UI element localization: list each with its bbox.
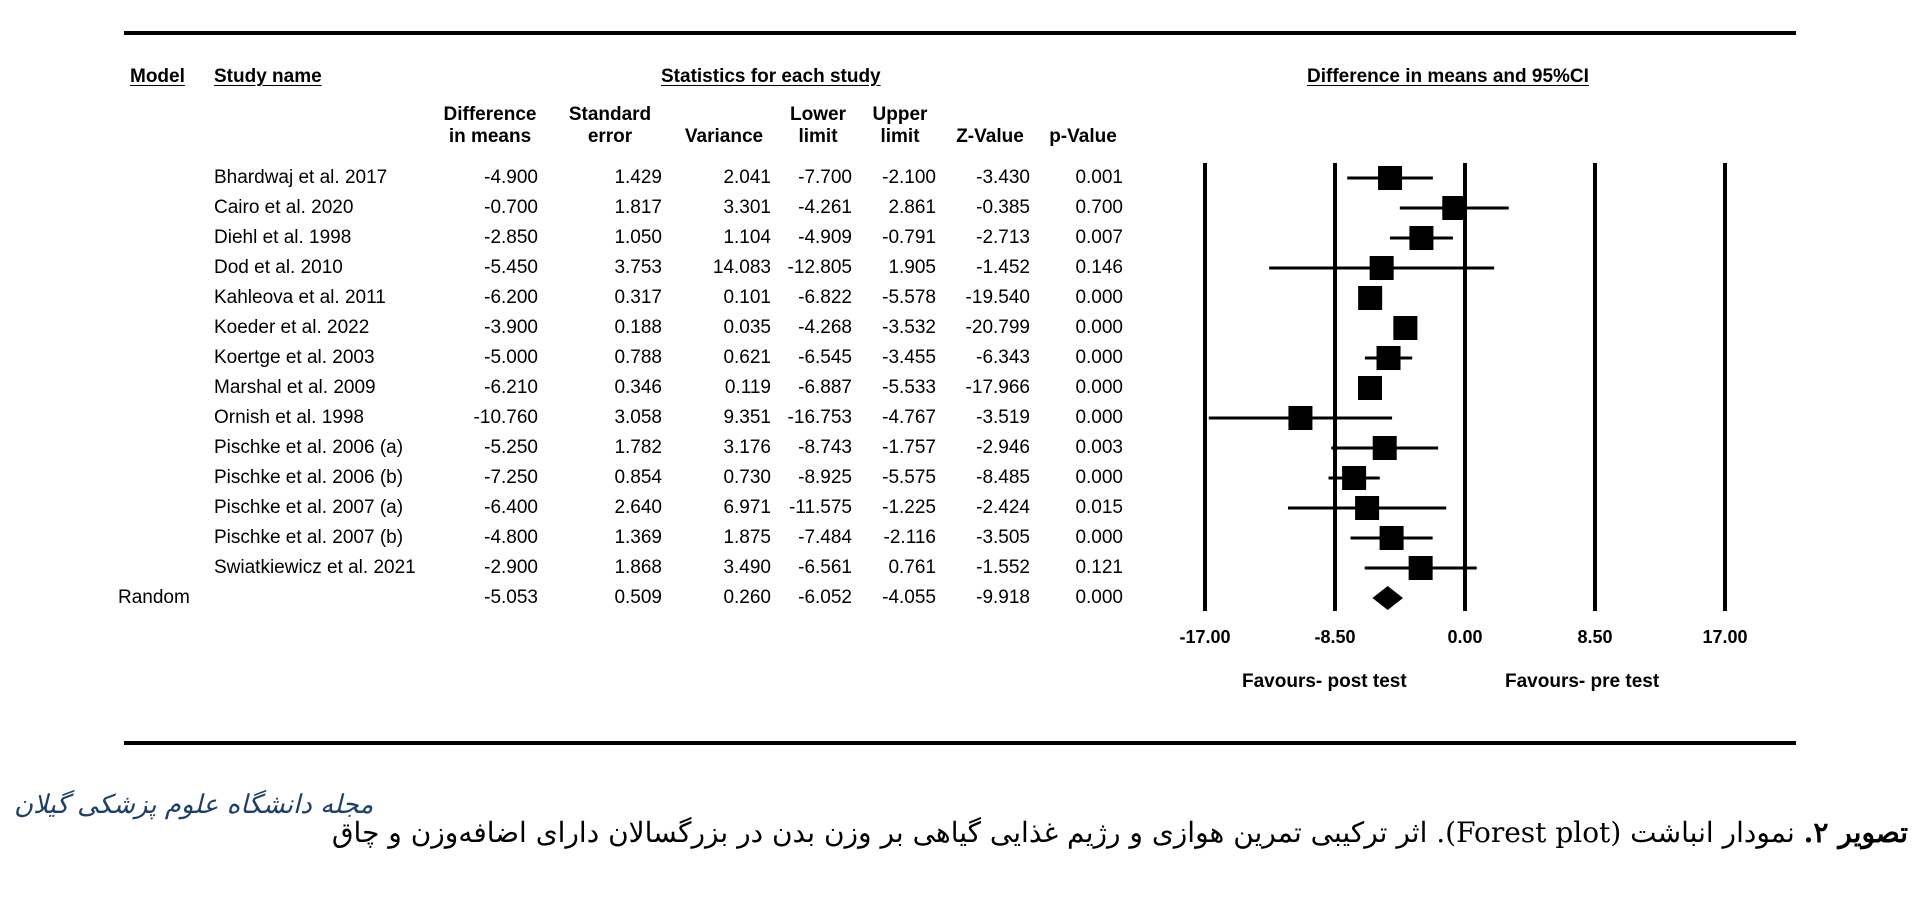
cell-se: 0.509 — [614, 587, 662, 608]
cell-lower: -4.261 — [798, 197, 852, 218]
effect-square — [1373, 436, 1397, 460]
cell-var: 3.301 — [723, 197, 771, 218]
cell-diff: -6.200 — [484, 287, 538, 308]
study-name: Koertge et al. 2003 — [214, 347, 375, 368]
cell-lower: -6.561 — [798, 557, 852, 578]
cell-var: 0.621 — [723, 347, 771, 368]
cell-se: 1.782 — [614, 437, 662, 458]
caption-label: تصویر ۲. — [1803, 816, 1908, 849]
cell-diff: -5.053 — [484, 587, 538, 608]
cell-var: 1.875 — [723, 527, 771, 548]
cell-se: 1.429 — [614, 167, 662, 188]
column-header-line1: Standard — [568, 104, 652, 125]
study-name-header: Study name — [214, 66, 322, 87]
cell-lower: -4.268 — [798, 317, 852, 338]
cell-lower: -16.753 — [787, 407, 852, 428]
cell-p: 0.000 — [1075, 317, 1123, 338]
cell-diff: -5.250 — [484, 437, 538, 458]
study-name: Swiatkiewicz et al. 2021 — [214, 557, 416, 578]
cell-upper: -3.455 — [882, 347, 936, 368]
cell-lower: -6.887 — [798, 377, 852, 398]
cell-se: 0.317 — [614, 287, 662, 308]
cell-z: -1.552 — [976, 557, 1030, 578]
cell-lower: -4.909 — [798, 227, 852, 248]
effect-square — [1442, 196, 1466, 220]
study-name: Ornish et al. 1998 — [214, 407, 364, 428]
cell-lower: -6.545 — [798, 347, 852, 368]
effect-square — [1342, 466, 1366, 490]
cell-var: 9.351 — [723, 407, 771, 428]
cell-se: 0.188 — [614, 317, 662, 338]
cell-upper: -2.100 — [882, 167, 936, 188]
cell-upper: 0.761 — [888, 557, 936, 578]
cell-upper: -5.578 — [882, 287, 936, 308]
cell-z: -9.918 — [976, 587, 1030, 608]
x-tick-label: -8.50 — [1314, 627, 1356, 647]
cell-upper: 2.861 — [888, 197, 936, 218]
bottom-rule — [124, 741, 1796, 745]
cell-var: 0.260 — [723, 587, 771, 608]
x-tick-label: 8.50 — [1577, 627, 1613, 647]
cell-diff: -2.850 — [484, 227, 538, 248]
study-name: Pischke et al. 2006 (b) — [214, 467, 404, 488]
cell-z: -1.452 — [976, 257, 1030, 278]
column-header-line2: in means — [448, 126, 532, 147]
cell-se: 2.640 — [614, 497, 662, 518]
statistics-header: Statistics for each study — [661, 66, 881, 87]
cell-z: -2.946 — [976, 437, 1030, 458]
cell-lower: -6.822 — [798, 287, 852, 308]
cell-diff: -4.900 — [484, 167, 538, 188]
column-header-line2: limit — [798, 126, 838, 147]
cell-z: -19.540 — [965, 287, 1030, 308]
cell-z: -2.424 — [976, 497, 1030, 518]
effect-square — [1358, 286, 1382, 310]
cell-z: -3.430 — [976, 167, 1030, 188]
cell-se: 1.369 — [614, 527, 662, 548]
favours-pre-label: Favours- pre test — [1505, 671, 1660, 692]
cell-upper: -4.055 — [882, 587, 936, 608]
effect-square — [1378, 166, 1402, 190]
cell-p: 0.000 — [1075, 377, 1123, 398]
cell-p: 0.015 — [1075, 497, 1123, 518]
effect-square — [1355, 496, 1379, 520]
study-name: Pischke et al. 2007 (b) — [214, 527, 404, 548]
cell-diff: -5.000 — [484, 347, 538, 368]
effect-square — [1377, 346, 1401, 370]
cell-lower: -7.484 — [798, 527, 852, 548]
cell-diff: -6.400 — [484, 497, 538, 518]
cell-var: 1.104 — [723, 227, 771, 248]
effect-square — [1409, 556, 1433, 580]
cell-diff: -3.900 — [484, 317, 538, 338]
cell-se: 3.058 — [614, 407, 662, 428]
cell-p: 0.146 — [1075, 257, 1123, 278]
figure-caption — [332, 816, 1908, 849]
cell-upper: -0.791 — [882, 227, 936, 248]
cell-se: 1.817 — [614, 197, 662, 218]
study-name: Dod et al. 2010 — [214, 257, 343, 278]
cell-z: -8.485 — [976, 467, 1030, 488]
x-tick-label: 0.00 — [1447, 627, 1483, 647]
effect-square — [1393, 316, 1417, 340]
column-header-line1: Upper — [872, 104, 928, 125]
cell-lower: -12.805 — [787, 257, 852, 278]
cell-var: 6.971 — [723, 497, 771, 518]
study-name: Marshal et al. 2009 — [214, 377, 376, 398]
cell-lower: -8.743 — [798, 437, 852, 458]
cell-p: 0.700 — [1075, 197, 1123, 218]
cell-p: 0.000 — [1075, 467, 1123, 488]
cell-lower: -8.925 — [798, 467, 852, 488]
plot-header: Difference in means and 95%CI — [1307, 66, 1589, 87]
cell-diff: -10.760 — [473, 407, 538, 428]
column-header-line2: Z-Value — [956, 126, 1024, 147]
study-name: Pischke et al. 2006 (a) — [214, 437, 404, 458]
favours-post-label: Favours- post test — [1242, 671, 1407, 692]
cell-p: 0.007 — [1075, 227, 1123, 248]
study-name: Cairo et al. 2020 — [214, 197, 354, 218]
cell-p: 0.001 — [1075, 167, 1123, 188]
cell-var: 0.730 — [723, 467, 771, 488]
cell-var: 2.041 — [723, 167, 771, 188]
cell-z: -17.966 — [965, 377, 1030, 398]
cell-diff: -2.900 — [484, 557, 538, 578]
cell-lower: -11.575 — [788, 497, 852, 518]
cell-lower: -6.052 — [798, 587, 852, 608]
cell-p: 0.000 — [1075, 527, 1123, 548]
cell-z: -3.505 — [976, 527, 1030, 548]
cell-z: -2.713 — [976, 227, 1030, 248]
summary-diamond — [1372, 586, 1403, 610]
column-header-line1: Difference — [443, 104, 537, 125]
cell-se: 1.050 — [614, 227, 662, 248]
cell-z: -0.385 — [976, 197, 1030, 218]
cell-p: 0.000 — [1075, 407, 1123, 428]
cell-var: 0.119 — [724, 377, 771, 398]
study-name: Kahleova et al. 2011 — [214, 287, 386, 308]
cell-z: -3.519 — [976, 407, 1030, 428]
effect-square — [1380, 526, 1404, 550]
study-name: Diehl et al. 1998 — [214, 227, 352, 248]
cell-upper: -5.533 — [882, 377, 936, 398]
cell-z: -20.799 — [965, 317, 1030, 338]
cell-var: 0.035 — [723, 317, 771, 338]
cell-upper: -4.767 — [882, 407, 936, 428]
cell-p: 0.000 — [1075, 287, 1123, 308]
cell-upper: -1.757 — [882, 437, 936, 458]
column-header-line2: limit — [880, 126, 920, 147]
cell-se: 1.868 — [614, 557, 662, 578]
effect-square — [1409, 226, 1433, 250]
cell-var: 3.490 — [723, 557, 771, 578]
cell-diff: -6.210 — [484, 377, 538, 398]
cell-lower: -7.700 — [798, 167, 852, 188]
column-header-line2: p-Value — [1049, 126, 1117, 147]
cell-var: 3.176 — [723, 437, 771, 458]
cell-var: 14.083 — [712, 257, 771, 278]
cell-diff: -7.250 — [484, 467, 538, 488]
column-header-line2: Variance — [684, 126, 764, 147]
cell-diff: -5.450 — [484, 257, 538, 278]
cell-p: 0.121 — [1075, 557, 1123, 578]
model-label: Random — [118, 587, 190, 608]
cell-upper: -5.575 — [882, 467, 936, 488]
cell-se: 0.788 — [614, 347, 662, 368]
caption-text: نمودار انباشت (Forest plot). اثر ترکیبی تمرین هوازی و رژیم غذایی گیاهی بر وزن بدن در بزرگسالان دارای اضافه‌وزن و چاق — [331, 816, 1795, 849]
cell-se: 0.346 — [614, 377, 662, 398]
cell-p: 0.000 — [1075, 347, 1123, 368]
cell-upper: -3.532 — [882, 317, 936, 338]
cell-z: -6.343 — [976, 347, 1030, 368]
cell-se: 3.753 — [614, 257, 662, 278]
cell-diff: -0.700 — [484, 197, 538, 218]
cell-var: 0.101 — [723, 287, 771, 308]
cell-upper: -2.116 — [883, 527, 936, 548]
study-name: Pischke et al. 2007 (a) — [214, 497, 404, 518]
cell-p: 0.003 — [1075, 437, 1123, 458]
column-header-line1: Lower — [790, 104, 846, 125]
cell-upper: -1.225 — [882, 497, 936, 518]
x-tick-label: -17.00 — [1179, 627, 1231, 647]
cell-p: 0.000 — [1075, 587, 1123, 608]
study-name: Koeder et al. 2022 — [214, 317, 370, 338]
effect-square — [1288, 406, 1312, 430]
cell-diff: -4.800 — [484, 527, 538, 548]
column-header-line2: error — [587, 126, 633, 147]
model-header: Model — [130, 66, 185, 87]
x-tick-label: 17.00 — [1702, 627, 1748, 647]
cell-se: 0.854 — [614, 467, 662, 488]
cell-upper: 1.905 — [888, 257, 936, 278]
effect-square — [1370, 256, 1394, 280]
study-name: Bhardwaj et al. 2017 — [214, 167, 388, 188]
journal-logo: مجله دانشگاه علوم پزشکی گیلان — [14, 790, 374, 820]
effect-square — [1358, 376, 1382, 400]
